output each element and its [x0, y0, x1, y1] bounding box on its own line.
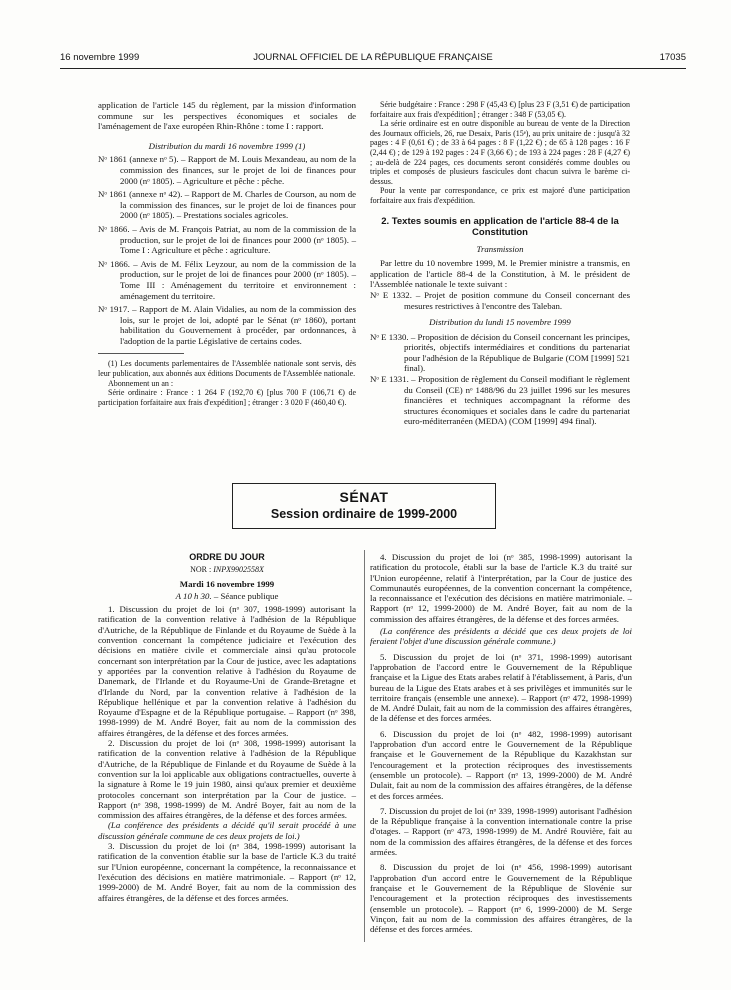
agenda-item: 6. Discussion du projet de loi (nᵒ 482, 1998-1999) autorisant l'approbation d'un accord entre le Gouvernement de la République française et le Gouvernement de la République du Kazakhstan sur l'encouragement et la protection réciproques des investissements (ensemble un protocole). – Rapport (nᵒ 13, 1999-2000) de M. André Dulait, fait au nom de la commission des affaires étrangères, de la défense et des forces armées. — [370, 728, 632, 801]
page-number: 17035 — [659, 52, 686, 63]
conference-note: (La conférence des présidents a décidé qu'il serait procédé à une discussion générale commune de ces deux projets de loi.) — [98, 820, 356, 841]
document-entry: Nᵒ E 1331. – Proposition de règlement du Conseil modifiant le règlement du Conseil (CE) nᵒ 1488/96 du 23 juillet 1996 sur les mesures financières et techniques accompagnant la réforme des structures économiques et sociales dans le cadre du partenariat euro-méditerranéen (MEDA) (COM [1999] 494 final). — [370, 374, 630, 427]
agenda-item: 1. Discussion du projet de loi (nᵒ 307, 1998-1999) autorisant la ratification de la convention relative à l'adhésion de la République d'Autriche, de la République de Finlande et du Royaume de Suède à la convention concernant la compétence judiciaire et l'exécution des décisions en matière civile et commerciale ainsi qu'au protocole concernant son interprétation par la Cour de justice, avec les adaptations y apportées par la convention relative à l'adhésion du Royaume de Danemark, de l'Irlande et du Royaume-Uni de Grande-Bretagne et d'Irlande du Nord, par la convention relative à l'adhésion de la République hellénique et par la convention relative à l'adhésion du Royaume d'Espagne et de la République portugaise. – Rapport (nᵒ 398, 1998-1999) de M. André Boyer, fait au nom de la commission des affaires étrangères, de la défense et des forces armées. — [98, 604, 356, 738]
document-entry: Nᵒ 1861 (annexe nᵒ 5). – Rapport de M. Louis Mexandeau, au nom de la commission des finances, sur le projet de loi de finances pour 2000 (nᵒ 1805). – Agriculture et pêche : pêche. — [98, 154, 356, 186]
abonnement-label: Abonnement un an : — [108, 378, 174, 388]
nor-line — [98, 565, 356, 575]
section-title: 2. Textes soumis en application de l'article 88-4 de la Constitution — [381, 215, 619, 238]
agenda-item: 7. Discussion du projet de loi (nᵒ 339, 1998-1999) autorisant l'adhésion de la République française à la convention internationale contre la prise d'otages. – Rapport (nᵒ 473, 1998-1999) de M. André Rouvière, fait au nom de la commission des affaires étrangères, de la défense et des forces armées. — [370, 805, 632, 858]
seance-time: A 10 h 30. — [175, 590, 212, 601]
lettre-text: Par lettre du 10 novembre 1999, M. le Premier ministre a transmis, en application de l'article 88-4 de la Constitution, à M. le président de l'Assemblée nationale le texte suivant : — [370, 258, 630, 290]
document-entry: Nᵒ E 1330. – Proposition de décision du Conseil concernant les principes, priorités, objectifs intermédiaires et conditions du partenariat pour l'adhésion de la République de Bulgarie (COM [1999] 521 final). — [370, 331, 630, 374]
agenda-item: 4. Discussion du projet de loi (nᵒ 385, 1998-1999) autorisant la ratification du protocole, établi sur la base de l'article K.3 du traité sur l'Union européenne, relatif à l'interprétation, par la Cour de justice des Communautés européennes, de la convention concernant la compétence, la reconnaissance et l'exécution des décisions en matière matrimoniale. – Rapport (nᵒ 12, 1999-2000) de M. André Boyer, fait au nom de la commission des affaires étrangères, de la défense et des forces armées. — [370, 552, 632, 624]
senat-title: SÉNAT — [339, 489, 389, 505]
journal-title: JOURNAL OFFICIEL DE LA RÉPUBLIQUE FRANÇAISE — [253, 52, 493, 63]
document-entry: Nᵒ 1866. – Avis de M. François Patriat, au nom de la commission de la production, sur le projet de loi de finances pour 2000 (nᵒ 1805). – Tome I : Agriculture et pêche : agriculture. — [98, 223, 356, 256]
document-entry: Nᵒ E 1332. – Projet de position commune du Conseil concernant des mesures restrictives à l'encontre des Taleban. — [370, 289, 630, 311]
vente-text: La série ordinaire est en outre disponible au bureau de vente de la Direction des Journaux officiels, 26, rue Desaix, Paris (15ᵉ), au prix unitaire de : jusqu'à 32 pages : 4 F (0,61 €) ; de 33 à 64 pages : 8 F (1,22 €) ; de 65 à 128 pages : 16 F (2,44 €) ; de 129 à 192 pages : 24 F (3,66 €) ; de 193 à 224 pages : 28 F (4,27 €) ; au-delà de 224 pages, ces documents seront considérés comme doubles ou triples et composés de plusieurs fascicules dont chacun suivra le barème ci-dessus. — [370, 119, 630, 186]
seance-label: – Séance publique — [211, 590, 279, 601]
ordre-du-jour: ORDRE DU JOUR — [189, 552, 265, 562]
senat-box — [232, 483, 496, 529]
transmission-heading: Transmission — [476, 243, 524, 254]
agenda-item: 2. Discussion du projet de loi (nᵒ 308, 1998-1999) autorisant la ratification de la convention relative à l'adhésion de la République d'Autriche, de la République de Finlande et du Royaume de Suède à la convention sur la loi applicable aux obligations contractuelles, ouverte à la signature à Rome le 19 juin 1980, ainsi qu'aux premier et deuxième protocoles concernant son interprétation par la Cour de justice. – Rapport (nᵒ 398, 1998-1999) de M. André Boyer, fait au nom de la commission des affaires étrangères, de la défense et des forces armées. — [98, 738, 356, 821]
conference-note: (La conférence des présidents a décidé que ces deux projets de loi feraient l'objet d'une discussion générale commune.) — [370, 626, 632, 647]
serie-budgetaire: Série budgétaire : France : 298 F (45,43 €) [plus 23 F (3,51 €) de participation forfaitaire aux frais d'expédition] ; étranger : 348 F (53,05 €). — [370, 100, 630, 119]
left-bottom-column — [98, 552, 356, 903]
right-top-column — [370, 100, 630, 427]
distribution-heading: Distribution du mardi 16 novembre 1999 (1) — [148, 140, 306, 151]
right-bottom-column — [370, 552, 632, 934]
agenda-item: 8. Discussion du projet de loi (nᵒ 456, 1998-1999) autorisant l'approbation d'un accord entre le Gouvernement de la République française et le Gouvernement de la République de Slovénie sur l'encouragement et la protection réciproques des investissements (ensemble un protocole). – Rapport (nᵒ 6, 1999-2000) de M. Serge Vinçon, fait au nom de la commission des affaires étrangères, de la défense et des forces armées. — [370, 862, 632, 935]
session-title: Session ordinaire de 1999-2000 — [270, 507, 458, 521]
document-entry: Nᵒ 1917. – Rapport de M. Alain Vidalies, au nom de la commission des lois, sur le projet de loi, adopté par le Sénat (nᵒ 1860), portant habilitation du Gouvernement à procéder, par ordonnances, à l'adoption de la partie Législative de certains codes. — [98, 304, 356, 346]
footnote-divider — [98, 353, 184, 354]
seance-line — [98, 591, 356, 601]
agenda-item: 3. Discussion du projet de loi (nᵒ 384, 1998-1999) autorisant la ratification de la convention établie sur la base de l'article K.3 du traité sur l'Union européenne, concernant la compétence, la reconnaissance et l'exécution des décisions en matière matrimoniale. – Rapport (nᵒ 12, 1999-2000) de M. André Boyer, fait au nom de la commission des affaires étrangères, de la défense et des forces armées. — [98, 841, 356, 903]
document-entry: Nᵒ 1861 (annexe nᵒ 42). – Rapport de M. Charles de Courson, au nom de la commission des finances, sur le projet de loi de finances pour 2000 (nᵒ 1805). – Prestations sociales agricoles. — [98, 189, 356, 221]
day-heading: Mardi 16 novembre 1999 — [179, 578, 275, 589]
correspondance-text: Pour la vente par correspondance, ce prix est majoré d'une participation forfaitaire aux frais d'expédition. — [370, 186, 630, 205]
header-date: 16 novembre 1999 — [60, 52, 140, 63]
document-entry: Nᵒ 1866. – Avis de M. Félix Leyzour, au nom de la commission de la production, sur le projet de loi de finances pour 2000 (nᵒ 1805). – Tome III : Aménagement du territoire et environnement : aménagement du territoire. — [98, 258, 356, 301]
column-divider — [364, 550, 365, 942]
footnote: (1) Les documents parlementaires de l'Assemblée nationale sont servis, dès leur publication, aux abonnés aux éditions Documents de l'Assemblée nationale. — [98, 359, 356, 379]
agenda-item: 5. Discussion du projet de loi (nᵒ 371, 1998-1999) autorisant l'approbation de l'accord entre le Gouvernement de la République française et la Ligue des Etats arabes relatif à l'établissement, à Paris, d'un bureau de la Ligue des Etats arabes et à ses privilèges et immunités sur le territoire français (ensemble une annexe). – Rapport (nᵒ 472, 1998-1999) de M. André Dulait, fait au nom de la commission des affaires étrangères, de la défense et des forces armées. — [370, 651, 632, 724]
header-rule — [60, 68, 686, 69]
page-header — [60, 52, 686, 66]
intro-text: application de l'article 145 du règlement, par la mission d'information commune sur les perspectives économiques et sociales de l'aménagement de l'axe européen Rhin-Rhône : tome I : rapport. — [98, 100, 356, 132]
distribution-heading-2: Distribution du lundi 15 novembre 1999 — [429, 317, 571, 328]
left-top-column — [98, 100, 356, 407]
nor-label: NOR : — [190, 565, 214, 575]
serie-ordinaire: Série ordinaire : France : 1 264 F (192,70 €) [plus 700 F (106,71 €) de participation forfaitaire aux frais d'expédition] ; étranger : 3 020 F (460,40 €). — [98, 388, 356, 407]
nor-code: INPX9902558X — [213, 565, 264, 575]
